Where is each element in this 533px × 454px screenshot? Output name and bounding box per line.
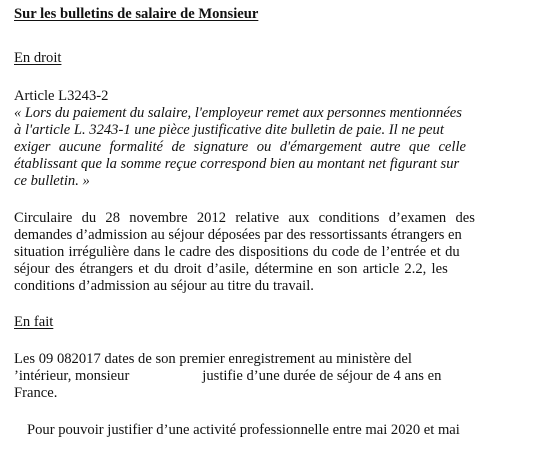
quote-line: à l'article L. 3243-1 une pièce justificative dite bulletin de paie. Il ne peut xyxy=(14,122,444,138)
paragraph-line: Pour pouvoir justifier d’une activité professionnelle entre mai 2020 et mai xyxy=(27,422,460,438)
paragraph-line: Circulaire du 28 novembre 2012 relative aux conditions d’examen des xyxy=(14,210,475,226)
paragraph-line: conditions d’admission au séjour au titre du travail. xyxy=(14,278,314,294)
paragraph-line: situation irrégulière dans le cadre des dispositions du code de l’entrée et du xyxy=(14,244,460,260)
section-heading-en-droit: En droit xyxy=(14,50,62,66)
quote-line: établissant que la somme reçue correspond bien au montant net figurant sur xyxy=(14,156,460,172)
paragraph-line: demandes d’admission au séjour déposées par des ressortissants étrangers en xyxy=(14,227,462,243)
quote-line: ce bulletin. » xyxy=(14,173,90,189)
section-heading-en-fait: En fait xyxy=(14,314,54,330)
document-title: Sur les bulletins de salaire de Monsieur xyxy=(14,6,259,22)
quote-line: exiger aucune formalité de signature ou d'émargement autre que celle xyxy=(14,139,466,155)
paragraph-line: ’intérieur, monsieur justifie d’une durée de séjour de 4 ans en xyxy=(14,368,442,384)
quote-line: « Lors du paiement du salaire, l'employeur remet aux personnes mentionnées xyxy=(14,105,462,121)
paragraph-line: séjour des étrangers et du droit d’asile, détermine en son article 2.2, les xyxy=(14,261,448,277)
paragraph-line: Les 09 082017 dates de son premier enregistrement au ministère del xyxy=(14,351,412,367)
paragraph-line: France. xyxy=(14,385,58,401)
article-reference: Article L3243-2 xyxy=(14,88,109,104)
